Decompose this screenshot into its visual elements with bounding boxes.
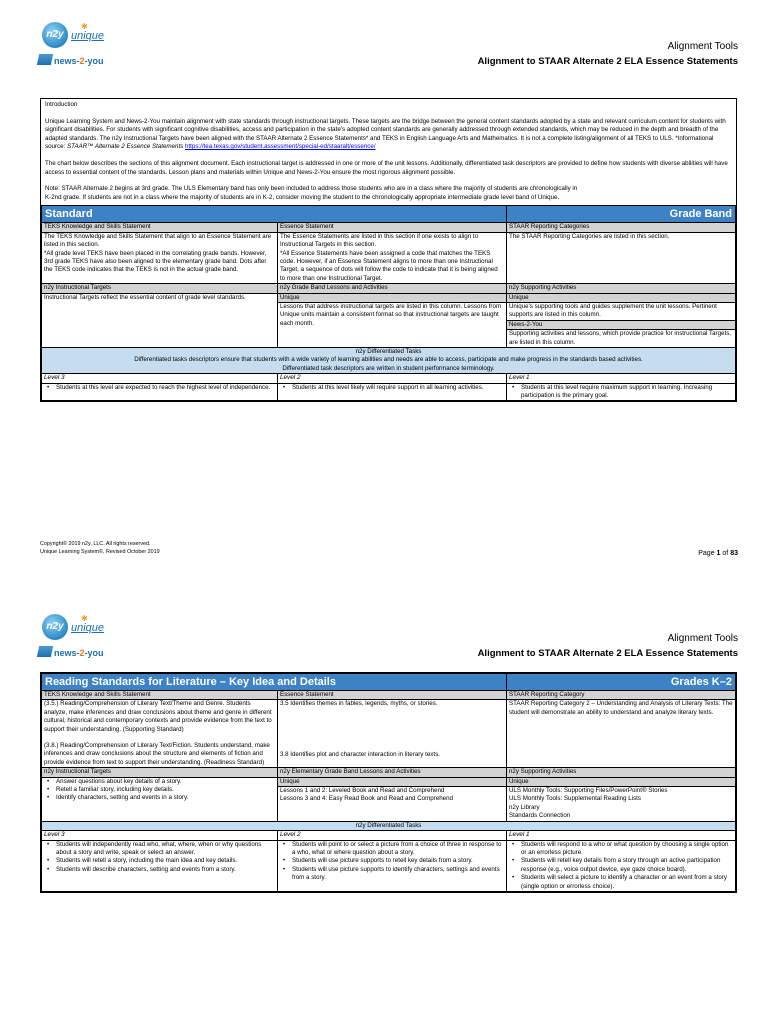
header-alignment-title: Alignment to STAAR Alternate 2 ELA Essence Statements — [477, 56, 738, 67]
level-3-task: • Students will describe characters, setting and events from a story. — [44, 866, 275, 874]
supporting-cell — [506, 293, 735, 347]
targets-row — [42, 293, 736, 347]
essence-header: Essence Statement — [277, 223, 506, 232]
level-3-description: • Students at this level are expected to reach the highest level of independence. — [44, 384, 275, 392]
targets-header-row — [42, 768, 736, 777]
level-3-tasks — [42, 840, 278, 891]
target-item: • Retell a familiar story, including key details. — [44, 786, 275, 794]
literature-standards-table — [40, 672, 737, 893]
differentiated-header-row — [42, 821, 736, 830]
description-row — [42, 232, 736, 283]
page-number: Page 1 of 83 — [698, 550, 738, 557]
legend-table — [41, 205, 736, 401]
targets-cell — [42, 777, 278, 821]
supporting-n2y-label: News-2-You — [507, 321, 735, 330]
level-3-task: • Students will independently read who, what, where, when or why questions about a story and write, speak or select an answer. — [44, 841, 275, 858]
band-row — [42, 206, 736, 223]
document-page-2 — [0, 597, 768, 1024]
level-2-task: • Students will point to or select a picture from a choice of three in response to a who, what or where question about a story. — [280, 841, 504, 858]
page-footer — [40, 541, 160, 556]
supporting-unique-description: Unique's supporting tools and guides supplement the unit lessons. Pertinent supports are listed in this column. — [507, 303, 735, 321]
lessons-cell — [277, 293, 506, 347]
header-tool-label: Alignment Tools — [667, 41, 738, 52]
intro-title: Introduction — [45, 101, 78, 108]
targets-header-row — [42, 284, 736, 293]
teks-description: The TEKS Knowledge and Skills Statement that align to an Essence Statement are listed in this section. *All grade level TEKS have been placed in the correlating grade bands. However, 3rd grade TEKS have also been aligned to the elementary grade band. Dots after the TEKS code indicates that the TEKS is not in the actual grade band. — [42, 232, 278, 283]
essence-3-5: 3.5 Identifies themes in fables, legends, myths, or stories. — [279, 700, 438, 708]
supporting-header: n2y Supporting Activities — [506, 768, 735, 777]
band-standard: Standard — [42, 206, 507, 223]
intro-paragraph-1: Unique Learning System and News-2-You maintain alignment with state standards through instructional targets. These targets are the bridge between the general content standards adopted by a state and relevant curriculum content for students with significant disabilities. For students with significant cognitive disabilities, access and participation in the state's adopted content standards are generally addressed through extended standards, which may be reduced in the depth and breadth of the adapted standards. The n2y Instructional Targets have been aligned with the STAAR Alternate 2 Essence Statements* and TEKS in English Language Arts and Mathematics. It is not a complete listing/alignment of all TEKS to ULS. *Informational source: STAAR™ Alternate 2 Essence Statements https://tea.texas.gov/student.assessment/special-ed/staaralt/essence/ — [45, 117, 726, 151]
teks-3-5: (3.5.) Reading/Comprehension of Literary Text/Theme and Genre. Students analyze, make inferences and draw conclusions about theme and genre in different cultural, historical and contemporary contexts and provide evidence from the text to support their understanding. (Supporting Standard) — [44, 700, 272, 733]
logo-news2you-text: news-2-you — [54, 648, 104, 658]
essence-3-8: 3.8 Identifies plot and character interaction in literary texts. — [279, 750, 440, 758]
column-header-row — [42, 223, 736, 232]
teks-cell — [42, 700, 278, 768]
teks-header: TEKS Knowledge and Skills Statement — [42, 223, 278, 232]
differentiated-tasks-header: n2y Differentiated Tasks — [42, 821, 736, 830]
standards-row — [42, 700, 736, 768]
newspaper-icon — [37, 54, 53, 65]
support-item: ULS Monthly Tools: Supplemental Reading Lists — [508, 795, 641, 803]
staar-category: STAAR Reporting Category 2 – Understanding and Analysis of Literary Texts: The student will demonstrate an ability to understand and analyze literary texts. — [506, 700, 735, 768]
n2y-unique-logo — [38, 614, 118, 664]
level-tasks-row — [42, 840, 736, 891]
lessons-unique-label: Unique — [278, 294, 506, 303]
lessons-cell — [277, 777, 506, 821]
instructional-targets-header: n2y Instructional Targets — [42, 768, 278, 777]
level-3-task: • Students will retell a story, including the main idea and key details. — [44, 857, 275, 865]
level-3-header: Level 3 — [42, 374, 278, 383]
targets-row — [42, 777, 736, 821]
level-header-row — [42, 831, 736, 840]
level-2-tasks — [277, 840, 506, 891]
target-item: • Identify characters, setting and events in a story. — [44, 794, 275, 802]
band-standard: Reading Standards for Literature – Key Idea and Details — [42, 674, 507, 691]
level-2-task: • Students will use picture supports to identify characters, settings and events from a story. — [280, 866, 504, 883]
star-icon: ✱ — [81, 614, 88, 623]
level-1-header: Level 1 — [506, 374, 735, 383]
lessons-header: n2y Elementary Grade Band Lessons and Activities — [277, 768, 506, 777]
level-2-description: • Students at this level likely will require support in all learning activities. — [280, 384, 504, 392]
level-header-row — [42, 374, 736, 383]
support-item: n2y Library — [508, 803, 540, 811]
staar-header: STAAR Reporting Category — [506, 691, 735, 700]
teks-header: TEKS Knowledge and Skills Statement — [42, 691, 278, 700]
lessons-unique-label: Unique — [278, 778, 506, 787]
band-row — [42, 674, 736, 691]
essence-header: Essence Statement — [277, 691, 506, 700]
header-alignment-title: Alignment to STAAR Alternate 2 ELA Essence Statements — [477, 648, 738, 659]
level-description-row — [42, 383, 736, 401]
level-1-task: • Students will retell key details from a story through an active participation response (e.g., voice output device, eye gaze choice board). — [509, 857, 733, 874]
level-1-tasks — [506, 840, 735, 891]
level-2-header: Level 2 — [277, 831, 506, 840]
band-grade: Grade Band — [506, 206, 735, 223]
header-tool-label: Alignment Tools — [667, 633, 738, 644]
staar-header: STAAR Reporting Categories — [506, 223, 735, 232]
intro-paragraph-3: Note: STAAR Alternate 2 begins at 3rd grade. The ULS Elementary band has only been included to address those students who are in a class where the majority of students are chronologically in K-2nd grade. If students are not in a class where the majority of students are in K-2, consider moving the student to the chronologically appropriate intermediate grade level band of Unique. — [45, 185, 578, 201]
lesson-item: Lessons 1 and 2: Leveled Book and Read and Comprehend — [279, 787, 445, 795]
supporting-unique-label: Unique — [507, 294, 735, 303]
logo-news2you-text: news-2-you — [54, 56, 104, 66]
supporting-cell — [506, 777, 735, 821]
level-1-task: • Students will select a picture to identify a character or an event from a story (single option or errorless choice). — [509, 874, 733, 891]
differentiated-header-row — [42, 348, 736, 374]
lessons-header: n2y Grade Band Lessons and Activities — [277, 284, 506, 293]
support-item: ULS Monthly Tools: Supporting Files/PowerPoint® Stories — [508, 787, 668, 795]
differentiated-tasks-header: n2y Differentiated Tasks Differentiated tasks descriptors ensure that students with a wide variety of learning abilities and needs are able to access, participate and make progress in the standards based activities. Differentiated task descriptors are written in student performance terminology. — [42, 348, 736, 374]
essence-cell — [277, 700, 506, 768]
supporting-header: n2y Supporting Activities — [506, 284, 735, 293]
lesson-item: Lessons 3 and 4: Easy Read Book and Read and Comprehend — [279, 795, 453, 803]
logo-unique-text: unique — [71, 30, 105, 42]
supporting-unique-label: Unique — [507, 778, 735, 787]
document-header — [478, 633, 738, 659]
level-1-header: Level 1 — [506, 831, 735, 840]
level-2-header: Level 2 — [277, 374, 506, 383]
n2y-badge-icon: n2y — [42, 22, 68, 48]
support-item: Standards Connection — [508, 812, 571, 820]
instructional-targets-header: n2y Instructional Targets — [42, 284, 278, 293]
level-1-description: • Students at this level require maximum support in learning. Increasing participation is the primary goal. — [509, 384, 733, 401]
star-icon: ✱ — [81, 22, 88, 31]
revision-text: Unique Learning System©, Revised October 2019 — [40, 548, 160, 555]
level-3-header: Level 3 — [42, 831, 278, 840]
logo-unique-text: unique — [71, 622, 105, 634]
column-header-row — [42, 691, 736, 700]
n2y-badge-icon: n2y — [42, 614, 68, 640]
level-2-task: • Students will use picture supports to retell key details from a story. — [280, 857, 504, 865]
band-grade: Grades K–2 — [506, 674, 735, 691]
lessons-description: Lessons that address instructional targets are listed in this column. Lessons from Unique units maintain a consistent format so that instructional targets are taught each month. — [279, 303, 502, 327]
level-1-task: • Students will respond to a who or what question by choosing a single option or an errorless picture. — [509, 841, 733, 858]
n2y-unique-logo — [38, 22, 118, 72]
introduction-table — [40, 98, 737, 402]
target-item: • Answer questions about key details of a story. — [44, 778, 275, 786]
essence-description: The Essence Statements are listed in this section if one exists to align to Instructional Targets in this section. *All Essence Statements have been assigned a code that matches the TEKS code. However, if an Essence Statement aligns to more than one Instructional Target, a sequence of dots will follow the code to indicate that it is being aligned to more than one Instructional Target. — [277, 232, 506, 283]
intro-paragraph-2: The chart below describes the sections of this alignment document. Each instructional target is addressed in one or more of the unit lessons. Additionally, differentiated task descriptors are provided to define how students with diverse abilities will have access to essential content of the standards. Lesson plans and materials within Unique and News-2-You ensure the most rigorous alignment possible. — [45, 159, 728, 176]
teks-3-8: (3.8.) Reading/Comprehension of Literary Text/Fiction. Students understand, make inferences and draw conclusions about the structure and elements of fiction and provide evidence from text to support their understanding. (Readiness Standard) — [44, 742, 270, 766]
essence-statements-link[interactable]: https://tea.texas.gov/student.assessment/special-ed/staaralt/essence/ — [185, 143, 376, 151]
newspaper-icon — [37, 646, 53, 657]
copyright-text: Copyright© 2019 n2y, LLC. All rights reserved. — [40, 541, 151, 547]
supporting-n2y-description: Supporting activities and lessons, which provide practice for instructional Targets, are listed in this column. — [508, 330, 732, 346]
introduction-section — [41, 99, 736, 205]
staar-description: The STAAR Reporting Categories are listed in this section. — [506, 232, 735, 283]
instructional-targets-description: Instructional Targets reflect the essential content of grade level standards. — [42, 293, 278, 347]
document-header — [478, 41, 738, 67]
